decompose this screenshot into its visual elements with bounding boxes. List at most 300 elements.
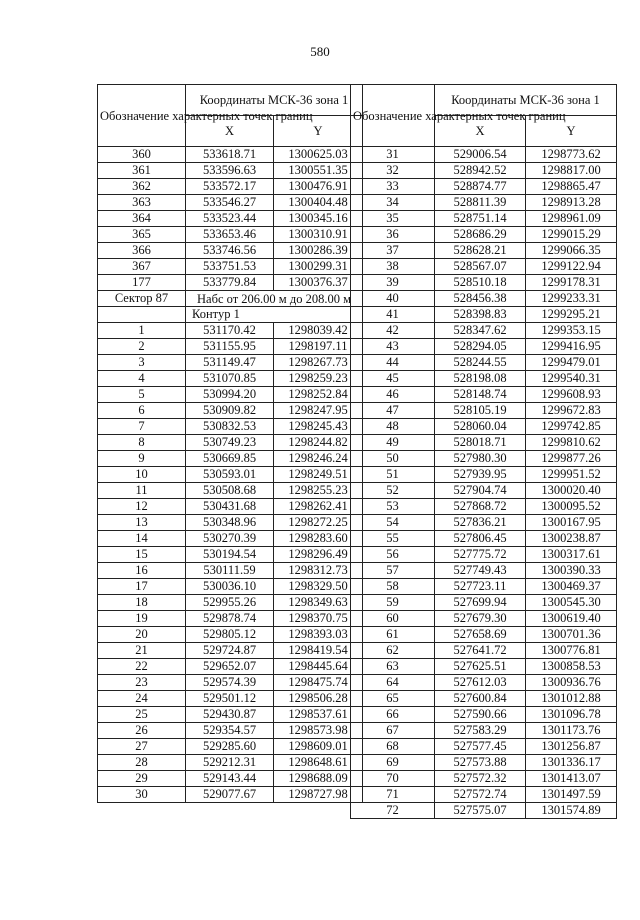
- coord-y: 1301336.17: [526, 755, 617, 771]
- table-row: [98, 531, 363, 547]
- coord-y: 1301413.07: [526, 771, 617, 787]
- coord-x: 527775.72: [435, 547, 526, 563]
- coord-x: 530431.68: [186, 499, 274, 515]
- table-row: [98, 755, 363, 771]
- table-row: [351, 515, 617, 531]
- table-row: [351, 435, 617, 451]
- coord-y: 1298246.24: [274, 451, 363, 467]
- coord-x: 527868.72: [435, 499, 526, 515]
- coord-y: 1298475.74: [274, 675, 363, 691]
- header-x: X: [186, 116, 274, 147]
- point-id: 49: [351, 435, 435, 451]
- table-row: [98, 147, 363, 163]
- coord-x: 533779.84: [186, 275, 274, 291]
- point-id: 70: [351, 771, 435, 787]
- table-row: [98, 787, 363, 803]
- coord-x: 527806.45: [435, 531, 526, 547]
- point-id: 51: [351, 467, 435, 483]
- coord-y: 1300390.33: [526, 563, 617, 579]
- coord-y: 1299122.94: [526, 259, 617, 275]
- point-id: 67: [351, 723, 435, 739]
- point-id: 44: [351, 355, 435, 371]
- table-row: [351, 675, 617, 691]
- coord-y: 1301256.87: [526, 739, 617, 755]
- table-row: [98, 467, 363, 483]
- point-id: 32: [351, 163, 435, 179]
- coord-x: 528198.08: [435, 371, 526, 387]
- coord-y: 1298370.75: [274, 611, 363, 627]
- table-row: [98, 611, 363, 627]
- coord-y: 1300469.37: [526, 579, 617, 595]
- table-row: [351, 803, 617, 819]
- coord-y: 1298817.00: [526, 163, 617, 179]
- coord-y: 1300619.40: [526, 611, 617, 627]
- point-id: 53: [351, 499, 435, 515]
- table-row: [98, 243, 363, 259]
- coord-x: 528874.77: [435, 179, 526, 195]
- coord-x: 527583.29: [435, 723, 526, 739]
- coord-y: 1301173.76: [526, 723, 617, 739]
- coord-x: 529354.57: [186, 723, 274, 739]
- table-row: [351, 339, 617, 355]
- coord-x: 527980.30: [435, 451, 526, 467]
- coord-x: 529077.67: [186, 787, 274, 803]
- coord-y: 1300095.52: [526, 499, 617, 515]
- point-id: 20: [98, 627, 186, 643]
- point-id: 365: [98, 227, 186, 243]
- coordinates-table-right: [350, 84, 617, 819]
- point-id: 41: [351, 307, 435, 323]
- coord-y: 1298245.43: [274, 419, 363, 435]
- coord-x: 527699.94: [435, 595, 526, 611]
- coord-y: 1298329.50: [274, 579, 363, 595]
- coord-y: 1300625.03: [274, 147, 363, 163]
- table-row: [98, 771, 363, 787]
- table-row: [351, 579, 617, 595]
- point-id: 56: [351, 547, 435, 563]
- point-id: 362: [98, 179, 186, 195]
- coord-y: 1298349.63: [274, 595, 363, 611]
- coord-x: 530036.10: [186, 579, 274, 595]
- point-id: 12: [98, 499, 186, 515]
- table-row: [351, 355, 617, 371]
- point-id: 177: [98, 275, 186, 291]
- coord-y: 1301096.78: [526, 707, 617, 723]
- table-row: [98, 643, 363, 659]
- table-row: [351, 659, 617, 675]
- coord-x: 529652.07: [186, 659, 274, 675]
- point-id: 65: [351, 691, 435, 707]
- table-row: [98, 723, 363, 739]
- point-id: 38: [351, 259, 435, 275]
- point-id: 27: [98, 739, 186, 755]
- table-row: [351, 419, 617, 435]
- coord-y: 1298039.42: [274, 323, 363, 339]
- coord-y: 1299178.31: [526, 275, 617, 291]
- coord-y: 1300167.95: [526, 515, 617, 531]
- table-row: [351, 723, 617, 739]
- coord-x: 530111.59: [186, 563, 274, 579]
- coord-x: 533618.71: [186, 147, 274, 163]
- table-row: [98, 451, 363, 467]
- table-row: [98, 227, 363, 243]
- table-row: [351, 755, 617, 771]
- point-id: 57: [351, 563, 435, 579]
- table-row: [351, 499, 617, 515]
- coord-y: 1301497.59: [526, 787, 617, 803]
- coord-x: 531170.42: [186, 323, 274, 339]
- coord-y: 1298419.54: [274, 643, 363, 659]
- table-row: [351, 707, 617, 723]
- point-id: 19: [98, 611, 186, 627]
- kontur-label: Контур 1: [186, 307, 363, 323]
- table-row: [98, 659, 363, 675]
- point-id: 9: [98, 451, 186, 467]
- coord-x: 529501.12: [186, 691, 274, 707]
- coord-y: 1299353.15: [526, 323, 617, 339]
- coord-y: 1298259.23: [274, 371, 363, 387]
- point-id: 72: [351, 803, 435, 819]
- coord-y: 1300020.40: [526, 483, 617, 499]
- point-id: 6: [98, 403, 186, 419]
- coord-y: 1300936.76: [526, 675, 617, 691]
- coord-y: 1299951.52: [526, 467, 617, 483]
- table-row: [98, 515, 363, 531]
- coord-y: 1298688.09: [274, 771, 363, 787]
- coord-y: 1298249.51: [274, 467, 363, 483]
- table-row: [98, 595, 363, 611]
- table-row: [98, 339, 363, 355]
- table-row: [98, 211, 363, 227]
- point-id: 22: [98, 659, 186, 675]
- table-row: [351, 611, 617, 627]
- coord-y: 1300317.61: [526, 547, 617, 563]
- point-id: 8: [98, 435, 186, 451]
- coord-x: 533596.63: [186, 163, 274, 179]
- coord-y: 1298727.98: [274, 787, 363, 803]
- header-x-right: X: [435, 116, 526, 147]
- table-row: [98, 275, 363, 291]
- coord-x: 533751.53: [186, 259, 274, 275]
- table-row: [351, 451, 617, 467]
- coord-y: 1300545.30: [526, 595, 617, 611]
- point-id: 61: [351, 627, 435, 643]
- coord-x: 527749.43: [435, 563, 526, 579]
- coord-y: 1300404.48: [274, 195, 363, 211]
- table-row: [351, 243, 617, 259]
- table-row: [351, 483, 617, 499]
- page-number: 580: [310, 44, 330, 59]
- point-id: 17: [98, 579, 186, 595]
- table-row: [351, 531, 617, 547]
- point-id: 58: [351, 579, 435, 595]
- coord-x: 531155.95: [186, 339, 274, 355]
- table-row: [351, 307, 617, 323]
- point-id: 7: [98, 419, 186, 435]
- coord-x: 528105.19: [435, 403, 526, 419]
- coord-y: 1300701.36: [526, 627, 617, 643]
- coord-y: 1300376.37: [274, 275, 363, 291]
- coord-y: 1299810.62: [526, 435, 617, 451]
- coord-y: 1299672.83: [526, 403, 617, 419]
- coord-x: 527723.11: [435, 579, 526, 595]
- point-id: 46: [351, 387, 435, 403]
- coord-y: 1298865.47: [526, 179, 617, 195]
- coord-x: 533746.56: [186, 243, 274, 259]
- point-id: 33: [351, 179, 435, 195]
- coord-x: 528398.83: [435, 307, 526, 323]
- coord-x: 529805.12: [186, 627, 274, 643]
- header-y: Y: [274, 116, 363, 147]
- point-id: 47: [351, 403, 435, 419]
- point-id: 5: [98, 387, 186, 403]
- coord-x: 527572.74: [435, 787, 526, 803]
- table-row: [98, 355, 363, 371]
- table-row: [351, 595, 617, 611]
- coord-x: 527572.32: [435, 771, 526, 787]
- coord-x: 530593.01: [186, 467, 274, 483]
- coord-x: 529430.87: [186, 707, 274, 723]
- table-row: [351, 323, 617, 339]
- table-row: [351, 787, 617, 803]
- table-row: [98, 163, 363, 179]
- sector-block: [98, 291, 363, 323]
- coord-y: 1298252.84: [274, 387, 363, 403]
- coord-y: 1299015.29: [526, 227, 617, 243]
- point-id: 28: [98, 755, 186, 771]
- point-id: 18: [98, 595, 186, 611]
- coord-y: 1298247.95: [274, 403, 363, 419]
- coord-y: 1300238.87: [526, 531, 617, 547]
- coord-y: 1298445.64: [274, 659, 363, 675]
- point-id: 71: [351, 787, 435, 803]
- table-row: [98, 563, 363, 579]
- point-id: 52: [351, 483, 435, 499]
- coord-x: 530994.20: [186, 387, 274, 403]
- table-row: [351, 547, 617, 563]
- coord-x: 530348.96: [186, 515, 274, 531]
- point-id: 66: [351, 707, 435, 723]
- coord-y: 1299295.21: [526, 307, 617, 323]
- point-id: 24: [98, 691, 186, 707]
- table-row: [351, 163, 617, 179]
- point-id: 364: [98, 211, 186, 227]
- point-id: 37: [351, 243, 435, 259]
- table-row: [98, 179, 363, 195]
- point-id: 29: [98, 771, 186, 787]
- coord-x: 527625.51: [435, 659, 526, 675]
- table-row: [351, 467, 617, 483]
- coord-x: 530749.23: [186, 435, 274, 451]
- coord-y: 1300476.91: [274, 179, 363, 195]
- point-id: 62: [351, 643, 435, 659]
- coord-x: 530832.53: [186, 419, 274, 435]
- point-id: 366: [98, 243, 186, 259]
- coord-x: 528628.21: [435, 243, 526, 259]
- table-row: [98, 195, 363, 211]
- table-row: [98, 483, 363, 499]
- point-id: 35: [351, 211, 435, 227]
- table-row: [98, 387, 363, 403]
- coord-y: 1300310.91: [274, 227, 363, 243]
- coord-y: 1300299.31: [274, 259, 363, 275]
- point-id: 4: [98, 371, 186, 387]
- coord-x: 527600.84: [435, 691, 526, 707]
- table-row: [351, 195, 617, 211]
- coord-y: 1299066.35: [526, 243, 617, 259]
- coord-y: 1300345.16: [274, 211, 363, 227]
- table-row: [351, 627, 617, 643]
- point-id: 63: [351, 659, 435, 675]
- table-row: [98, 579, 363, 595]
- coord-x: 530270.39: [186, 531, 274, 547]
- coord-y: 1299479.01: [526, 355, 617, 371]
- table-row: [98, 435, 363, 451]
- table-row: [98, 419, 363, 435]
- coord-x: 527836.21: [435, 515, 526, 531]
- header-designation-right: Обозначение характерных точек границ: [351, 85, 435, 147]
- point-id: 48: [351, 419, 435, 435]
- sector-label: Сектор 87: [98, 291, 186, 307]
- coord-x: 529212.31: [186, 755, 274, 771]
- coord-x: 529955.26: [186, 595, 274, 611]
- table-row: [98, 499, 363, 515]
- coord-x: 531070.85: [186, 371, 274, 387]
- coord-x: 528456.38: [435, 291, 526, 307]
- table-row: [98, 403, 363, 419]
- point-id: 34: [351, 195, 435, 211]
- coord-y: 1298506.28: [274, 691, 363, 707]
- coord-y: 1298609.01: [274, 739, 363, 755]
- coord-y: 1298648.61: [274, 755, 363, 771]
- coord-y: 1298296.49: [274, 547, 363, 563]
- table-row: [351, 211, 617, 227]
- coord-y: 1299540.31: [526, 371, 617, 387]
- table-row: [351, 275, 617, 291]
- point-id: 55: [351, 531, 435, 547]
- table-row: [351, 563, 617, 579]
- coord-x: 530508.68: [186, 483, 274, 499]
- table-row: [98, 675, 363, 691]
- header-y-right: Y: [526, 116, 617, 147]
- right-table-body: [351, 147, 617, 819]
- table-row: [351, 643, 617, 659]
- point-id: 367: [98, 259, 186, 275]
- coord-x: 529143.44: [186, 771, 274, 787]
- coord-x: 531149.47: [186, 355, 274, 371]
- coord-x: 529574.39: [186, 675, 274, 691]
- coord-y: 1300286.39: [274, 243, 363, 259]
- point-id: 23: [98, 675, 186, 691]
- coord-x: 529285.60: [186, 739, 274, 755]
- coord-x: 527612.03: [435, 675, 526, 691]
- table-row: [351, 259, 617, 275]
- nabs-label: Набс от 206.00 м до 208.00 м: [186, 291, 363, 307]
- point-id: 42: [351, 323, 435, 339]
- point-id: 361: [98, 163, 186, 179]
- coord-x: 529724.87: [186, 643, 274, 659]
- coord-x: 527904.74: [435, 483, 526, 499]
- coordinates-table-left: [97, 84, 363, 803]
- coord-y: 1298573.98: [274, 723, 363, 739]
- point-id: 25: [98, 707, 186, 723]
- table-row: [351, 227, 617, 243]
- table-row: [98, 259, 363, 275]
- point-id: 15: [98, 547, 186, 563]
- point-id: 39: [351, 275, 435, 291]
- coord-y: 1298262.41: [274, 499, 363, 515]
- table-row: [351, 403, 617, 419]
- coord-y: 1298961.09: [526, 211, 617, 227]
- coord-x: 529878.74: [186, 611, 274, 627]
- coord-x: 528294.05: [435, 339, 526, 355]
- coord-x: 528060.04: [435, 419, 526, 435]
- table-row: [351, 387, 617, 403]
- coord-y: 1301574.89: [526, 803, 617, 819]
- table-row: [351, 179, 617, 195]
- coord-x: 527590.66: [435, 707, 526, 723]
- coord-y: 1298272.25: [274, 515, 363, 531]
- coord-y: 1298255.23: [274, 483, 363, 499]
- point-id: 2: [98, 339, 186, 355]
- table-row: [98, 371, 363, 387]
- point-id: 50: [351, 451, 435, 467]
- coord-x: 528686.29: [435, 227, 526, 243]
- coord-y: 1298537.61: [274, 707, 363, 723]
- coord-x: 530669.85: [186, 451, 274, 467]
- point-id: 1: [98, 323, 186, 339]
- coord-x: 527658.69: [435, 627, 526, 643]
- coord-x: 530194.54: [186, 547, 274, 563]
- coord-x: 527939.95: [435, 467, 526, 483]
- coord-y: 1299608.93: [526, 387, 617, 403]
- coord-x: 533523.44: [186, 211, 274, 227]
- table-row: [351, 739, 617, 755]
- coord-y: 1298913.28: [526, 195, 617, 211]
- point-id: 64: [351, 675, 435, 691]
- coord-x: 528811.39: [435, 195, 526, 211]
- point-id: 11: [98, 483, 186, 499]
- coord-y: 1298283.60: [274, 531, 363, 547]
- coord-y: 1298267.73: [274, 355, 363, 371]
- coord-y: 1300551.35: [274, 163, 363, 179]
- header-coords: Координаты МСК-36 зона 1: [186, 85, 363, 116]
- point-id: 40: [351, 291, 435, 307]
- coord-x: 528347.62: [435, 323, 526, 339]
- coord-x: 527679.30: [435, 611, 526, 627]
- table-row: [98, 323, 363, 339]
- table-row: [98, 627, 363, 643]
- coord-y: 1300776.81: [526, 643, 617, 659]
- coord-y: 1299877.26: [526, 451, 617, 467]
- coord-y: 1298197.11: [274, 339, 363, 355]
- coord-x: 528751.14: [435, 211, 526, 227]
- point-id: 10: [98, 467, 186, 483]
- point-id: 45: [351, 371, 435, 387]
- coord-x: 530909.82: [186, 403, 274, 419]
- point-id: 14: [98, 531, 186, 547]
- table-row: [351, 691, 617, 707]
- coord-x: 528244.55: [435, 355, 526, 371]
- coord-y: 1298312.73: [274, 563, 363, 579]
- left-table-body-b: [98, 323, 363, 803]
- coord-y: 1299742.85: [526, 419, 617, 435]
- point-id: 13: [98, 515, 186, 531]
- coord-y: 1298393.03: [274, 627, 363, 643]
- kontur-empty-cell: [98, 307, 186, 323]
- coord-y: 1300858.53: [526, 659, 617, 675]
- coord-x: 527575.07: [435, 803, 526, 819]
